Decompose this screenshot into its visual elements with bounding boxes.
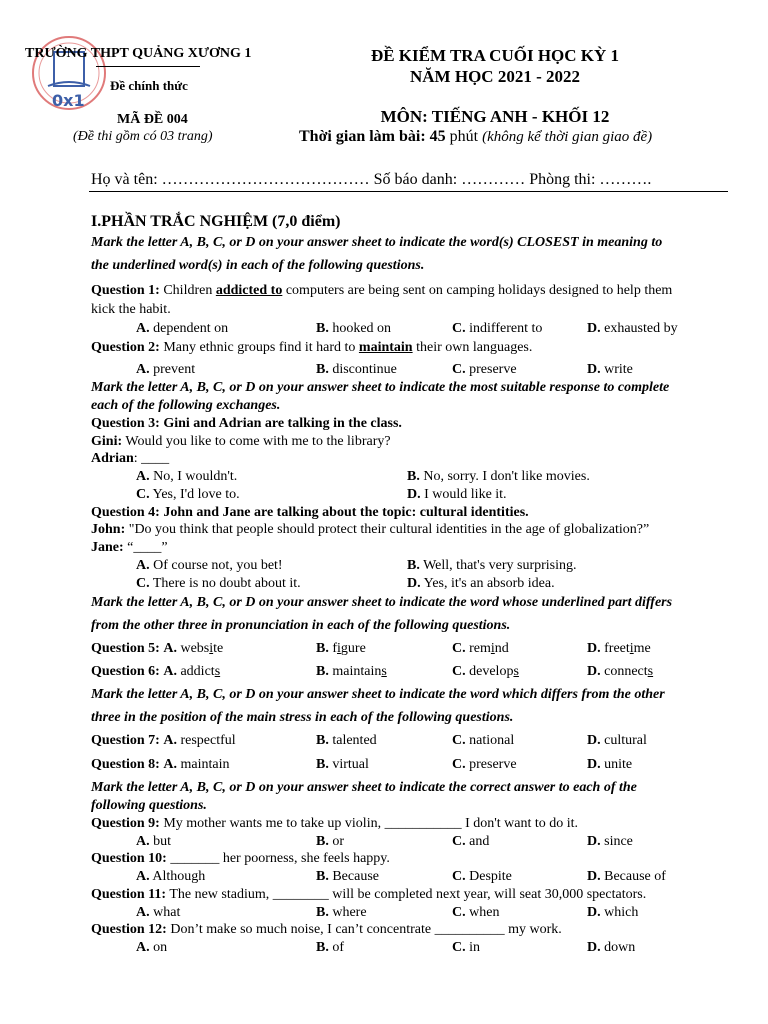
q2-option-c[interactable]: C. preserve (452, 362, 517, 377)
question-1 (91, 283, 672, 299)
q1-option-c[interactable]: C. indifferent to (452, 321, 543, 336)
q10-option-b[interactable]: B. Because (316, 869, 379, 884)
q3-option-b[interactable]: B. No, sorry. I don't like movies. (407, 469, 590, 484)
q6-option-c[interactable]: C. develops (452, 664, 519, 679)
school-underline (96, 66, 200, 67)
q1-option-d[interactable]: D. exhausted by (587, 321, 678, 336)
question-text: their own languages. (412, 340, 533, 355)
section-title: I.PHẦN TRẮC NGHIỆM (7,0 điểm) (91, 213, 341, 230)
question-11: Question 11: The new stadium, ________ will be completed next year, will seat 30,000 spectators. (91, 887, 647, 902)
question-2 (91, 340, 532, 356)
subject-title: MÔN: TIẾNG ANH - KHỐI 12 (380, 107, 610, 126)
time-unit: phút (445, 128, 483, 145)
q11-option-c[interactable]: C. when (452, 905, 500, 920)
q3-gini-line: Gini: Would you like to come with me to the library? (91, 434, 391, 449)
q3-adrian-line: Adrian: ____ (91, 451, 170, 466)
q4-jane-line: Jane: “____” (91, 540, 168, 555)
underlined-word: maintain (358, 340, 413, 355)
q9-option-b[interactable]: B. or (316, 834, 345, 849)
exam-title: ĐỀ KIỂM TRA CUỐI HỌC KỲ 1 (370, 46, 620, 65)
svg-text:0x1: 0x1 (52, 91, 85, 110)
q5-option-b[interactable]: B. figure (316, 641, 366, 656)
q4-option-b[interactable]: B. Well, that's very surprising. (407, 558, 577, 573)
q6-option-d[interactable]: D. connects (587, 664, 654, 679)
q11-option-b[interactable]: B. where (316, 905, 367, 920)
q5-option-d[interactable]: D. freetime (587, 641, 651, 656)
q7-option-b[interactable]: B. talented (316, 733, 377, 748)
q1-option-b[interactable]: B. hooked on (316, 321, 392, 336)
q12-option-a[interactable]: A. on (136, 940, 168, 955)
q8-option-b[interactable]: B. virtual (316, 757, 369, 772)
q9-option-c[interactable]: C. and (452, 834, 490, 849)
time-note: (không kể thời gian giao đề) (482, 129, 653, 145)
question-5: Question 5: A. website (91, 641, 224, 656)
q5-option-c[interactable]: C. remind (452, 641, 509, 656)
q2-option-d[interactable]: D. write (587, 362, 633, 377)
question-label: Question 2: (91, 340, 160, 355)
q2-option-b[interactable]: B. discontinue (316, 362, 397, 377)
q2-option-a[interactable]: A. prevent (136, 362, 196, 377)
q4-option-a[interactable]: A. Of course not, you bet! (136, 558, 283, 573)
q9-option-d[interactable]: D. since (587, 834, 633, 849)
time-label: Thời gian làm bài: 45 (299, 128, 446, 145)
instruction-pronunciation-1: Mark the letter A, B, C, or D on your answer sheet to indicate the word whose underlined part differs (91, 595, 673, 610)
header-divider (89, 191, 728, 192)
q12-option-b[interactable]: B. of (316, 940, 345, 955)
official-label: Đề chính thức (110, 78, 188, 93)
school-name: TRƯỜNG THPT QUẢNG XƯƠNG 1 (25, 46, 252, 61)
question-3: Question 3: Gini and Adrian are talking in the class. (91, 416, 402, 431)
instruction-response-1: Mark the letter A, B, C, or D on your answer sheet to indicate the most suitable response to complete (91, 380, 670, 395)
q4-john-line: John: "Do you think that people should protect their cultural identities in the age of globalization?” (91, 522, 650, 537)
underlined-word: addicted to (215, 283, 283, 298)
instruction-closest-1: Mark the letter A, B, C, or D on your answer sheet to indicate the word(s) CLOSEST in meaning to (91, 235, 663, 250)
q7-option-c[interactable]: C. national (452, 733, 515, 748)
question-1-line2: kick the habit. (91, 302, 171, 317)
student-info-line: Họ và tên: ………………………………… Số báo danh: ………… Phòng thi: ………. (91, 171, 652, 188)
page-count: (Đề thi gồm có 03 trang) (73, 129, 213, 144)
q6-option-b[interactable]: B. maintains (316, 664, 387, 679)
instruction-correct-1: Mark the letter A, B, C, or D on your answer sheet to indicate the correct answer to each of the (91, 780, 637, 795)
question-4: Question 4: John and Jane are talking about the topic: cultural identities. (91, 505, 529, 520)
instruction-response-2: each of the following exchanges. (91, 398, 281, 413)
school-year: NĂM HỌC 2021 - 2022 (410, 67, 580, 86)
exam-code: MÃ ĐỀ 004 (117, 112, 188, 127)
instruction-pronunciation-2: from the other three in pronunciation in each of the following questions. (91, 618, 511, 633)
q12-option-d[interactable]: D. down (587, 940, 636, 955)
q9-option-a[interactable]: A. but (136, 834, 172, 849)
question-8: Question 8: A. maintain (91, 757, 230, 772)
instruction-stress-1: Mark the letter A, B, C, or D on your answer sheet to indicate the word which differs from the other (91, 687, 665, 702)
q3-option-d[interactable]: D. I would like it. (407, 487, 507, 502)
question-text: Many ethnic groups find it hard to (159, 340, 359, 355)
q4-option-d[interactable]: D. Yes, it's an absorb idea. (407, 576, 555, 591)
instruction-closest-2: the underlined word(s) in each of the following questions. (91, 258, 425, 273)
question-9: Question 9: My mother wants me to take up violin, ___________ I don't want to do it. (91, 816, 579, 831)
question-10: Question 10: _______ her poorness, she feels happy. (91, 851, 390, 866)
q11-option-a[interactable]: A. what (136, 905, 181, 920)
time-info (299, 128, 652, 146)
q8-option-c[interactable]: C. preserve (452, 757, 517, 772)
question-6: Question 6: A. addicts (91, 664, 221, 679)
instruction-correct-2: following questions. (91, 798, 207, 813)
q3-option-a[interactable]: A. No, I wouldn't. (136, 469, 238, 484)
question-text: computers are being sent on camping holidays designed to help them (282, 283, 673, 298)
question-text: Children (159, 283, 216, 298)
q1-option-a[interactable]: A. dependent on (136, 321, 229, 336)
question-label: Question 1: (91, 283, 160, 298)
question-7: Question 7: A. respectful (91, 733, 236, 748)
q8-option-d[interactable]: D. unite (587, 757, 633, 772)
q4-option-c[interactable]: C. There is no doubt about it. (136, 576, 301, 591)
q10-option-a[interactable]: A. Although (136, 869, 206, 884)
instruction-stress-2: three in the position of the main stress in each of the following questions. (91, 710, 514, 725)
q3-option-c[interactable]: C. Yes, I'd love to. (136, 487, 240, 502)
q11-option-d[interactable]: D. which (587, 905, 639, 920)
q12-option-c[interactable]: C. in (452, 940, 481, 955)
question-12: Question 12: Don’t make so much noise, I can’t concentrate __________ my work. (91, 922, 562, 937)
q7-option-d[interactable]: D. cultural (587, 733, 647, 748)
q10-option-d[interactable]: D. Because of (587, 869, 666, 884)
q10-option-c[interactable]: C. Despite (452, 869, 512, 884)
